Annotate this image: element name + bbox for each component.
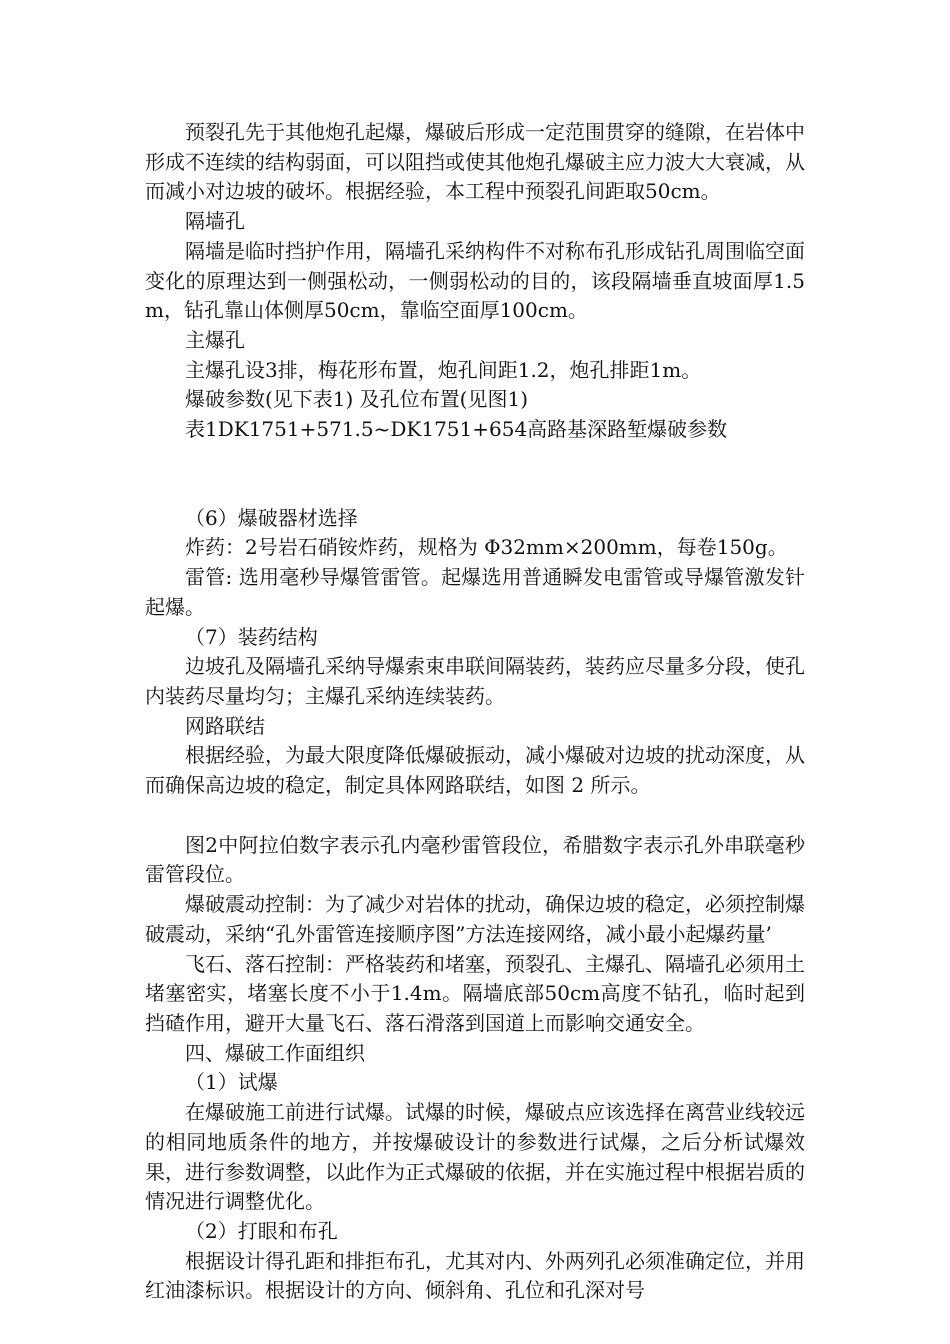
- heading-main-blast-holes: 主爆孔: [185, 327, 245, 352]
- paragraph-detonator: 雷管: 选用毫秒导爆管雷管。起爆选用普通瞬发电雷管或导爆管激发针起爆。: [145, 565, 805, 619]
- paragraph-blast-parameters-ref: 爆破参数(见下表1) 及孔位布置(见图1): [185, 387, 529, 412]
- heading-charge-structure: （7）装药结构: [185, 624, 318, 649]
- document-body: [145, 118, 805, 1306]
- heading-partition-holes: 隔墙孔: [185, 209, 245, 234]
- paragraph-network-connection: 根据经验，为最大限度降低爆破振动，减小爆破对边坡的扰动深度，从而确保高边坡的稳定，制定具体网路联结，如图 2 所示。: [145, 743, 805, 798]
- paragraph-charge-structure: 边坡孔及隔墙孔采纳导爆索束串联间隔装药，装药应尽量多分段，使孔内装药尽量均匀；主爆孔采纳连续装药。: [145, 654, 805, 708]
- missing-table-space: [145, 445, 805, 504]
- heading-trial-blast: （1）试爆: [185, 1070, 278, 1095]
- table-caption: 表1DK1751+571.5~DK1751+654高路基深路堑爆破参数: [185, 417, 728, 442]
- paragraph-vibration-control: 爆破震动控制：为了减少对岩体的扰动，确保边坡的稳定，必须控制爆破震动，采纳“孔外雷管连接顺序图”方法连接网络，减小最小起爆药量’: [145, 892, 805, 946]
- paragraph-main-blast-holes: 主爆孔设3排，梅花形布置，炮孔间距1.2，炮孔排距1m。: [185, 357, 702, 382]
- heading-blasting-materials: （6）爆破器材选择: [185, 505, 358, 530]
- paragraph-explosive: 炸药：2号岩石硝铵炸药，规格为 Φ32mm×200mm，每卷150g。: [185, 535, 788, 560]
- missing-figure-space: [145, 801, 805, 831]
- paragraph-figure-2-note: 图2中阿拉伯数字表示孔内毫秒雷管段位，希腊数字表示孔外串联毫秒雷管段位。: [145, 832, 805, 887]
- paragraph-drilling-layout: 根据设计得孔距和排拒布孔，尤其对内、外两列孔必须准确定位，并用红油漆标识。根据设计的方向、倾斜角、孔位和孔深对号: [145, 1248, 805, 1303]
- paragraph-flyrock-control: 飞石、落石控制：严格装药和堵塞，预裂孔、主爆孔、隔墙孔必须用土堵塞密实，堵塞长度不小于1.4m。隔墙底部50cm高度不钻孔，临时起到挡碴作用，避开大量飞石、落石滑落到国道上而影响交通安全。: [145, 951, 805, 1035]
- heading-drilling-layout: （2）打眼和布孔: [185, 1218, 338, 1243]
- heading-blasting-work-face: 四、爆破工作面组织: [185, 1040, 365, 1065]
- paragraph-partition-wall: 隔墙是临时挡护作用，隔墙孔采纳构件不对称布孔形成钻孔周围临空面变化的原理达到一侧强松动，一侧弱松动的目的，该段隔墙垂直坡面厚1.5m，钻孔靠山体侧厚50cm，靠临空面厚100cm。: [145, 238, 805, 323]
- heading-network-connection: 网路联结: [185, 713, 265, 738]
- paragraph-presplit-holes: 预裂孔先于其他炮孔起爆，爆破后形成一定范围贯穿的缝隙，在岩体中形成不连续的结构弱面，可以阻挡或使其他炮孔爆破主应力波大大衰减，从而减小对边坡的破坏。根据经验，本工程中预裂孔间距取50cm。: [145, 120, 805, 204]
- paragraph-trial-blast: 在爆破施工前进行试爆。试爆的时候，爆破点应该选择在离营业线较远的相同地质条件的地方，并按爆破设计的参数进行试爆，之后分析试爆效果，进行参数调整，以此作为正式爆破的依据，并在实施过程中根据岩质的情况进行调整优化。: [145, 1100, 805, 1214]
